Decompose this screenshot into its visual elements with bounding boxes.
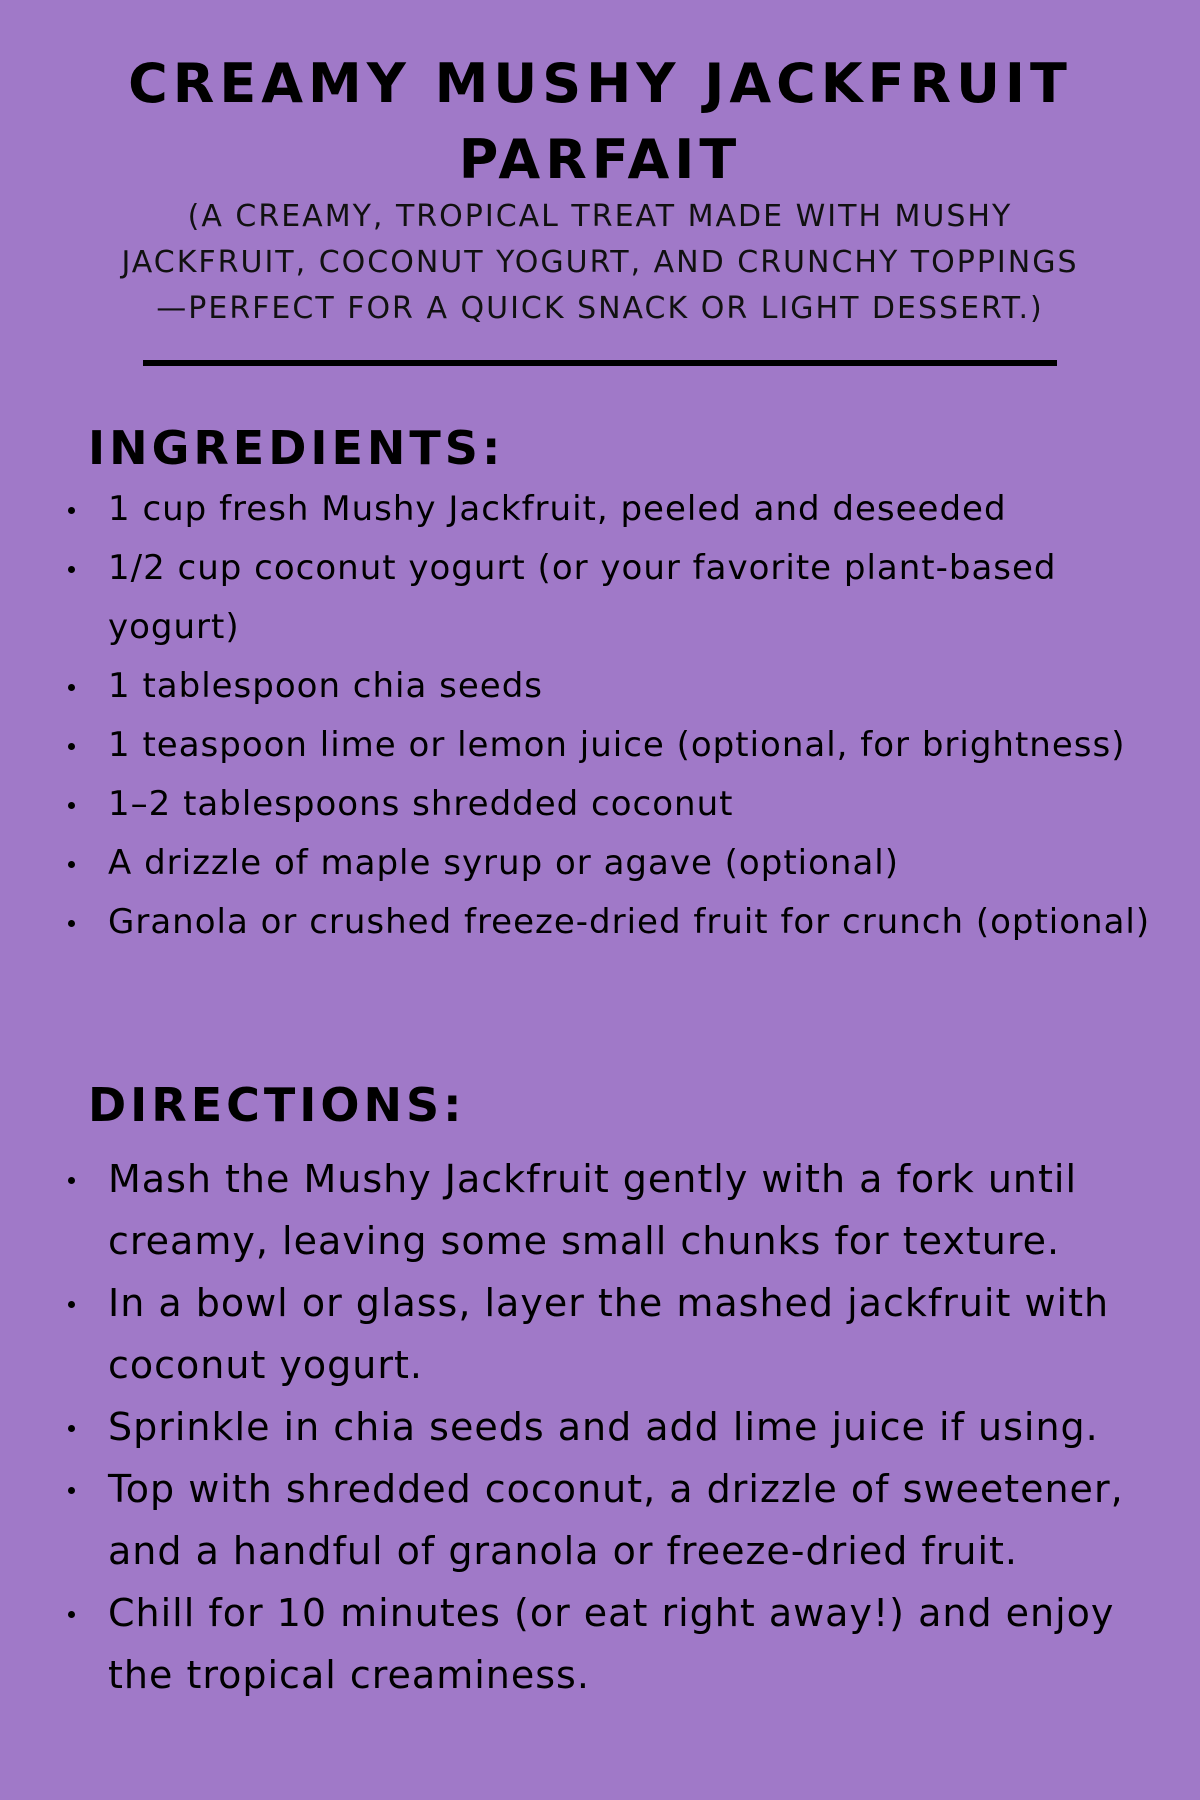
direction-step: Chill for 10 minutes (or eat right away!) and enjoy the tropical creaminess. bbox=[68, 1582, 1168, 1706]
ingredient-item: Granola or crushed freeze-dried fruit for crunch (optional) bbox=[68, 893, 1178, 952]
recipe-subtitle bbox=[40, 194, 1160, 332]
ingredient-item: 1 cup fresh Mushy Jackfruit, peeled and deseeded bbox=[68, 480, 1178, 539]
subtitle-line: —PERFECT FOR A QUICK SNACK OR LIGHT DESSERT.) bbox=[156, 291, 1044, 326]
directions-list bbox=[68, 1148, 1168, 1706]
ingredient-item: 1–2 tablespoons shredded coconut bbox=[68, 775, 1178, 834]
recipe-title: CREAMY MUSHY JACKFRUIT PARFAIT bbox=[128, 52, 1072, 191]
direction-step: Mash the Mushy Jackfruit gently with a fork until creamy, leaving some small chunks for texture. bbox=[68, 1148, 1168, 1272]
ingredient-item: 1 tablespoon chia seeds bbox=[68, 657, 1178, 716]
ingredient-item: 1/2 cup coconut yogurt (or your favorite plant-based yogurt) bbox=[68, 539, 1178, 657]
subtitle-line: (A CREAMY, TROPICAL TREAT MADE WITH MUSHY bbox=[187, 199, 1013, 234]
title-divider bbox=[143, 360, 1057, 366]
direction-step: Top with shredded coconut, a drizzle of sweetener, and a handful of granola or freeze-dried fruit. bbox=[68, 1458, 1168, 1582]
ingredients-heading: INGREDIENTS: bbox=[88, 421, 505, 475]
ingredients-list bbox=[68, 480, 1178, 952]
ingredient-item: 1 teaspoon lime or lemon juice (optional, for brightness) bbox=[68, 716, 1178, 775]
ingredient-item: A drizzle of maple syrup or agave (optional) bbox=[68, 834, 1178, 893]
subtitle-line: JACKFRUIT, COCONUT YOGURT, AND CRUNCHY TOPPINGS bbox=[121, 245, 1079, 280]
direction-step: Sprinkle in chia seeds and add lime juice if using. bbox=[68, 1396, 1168, 1458]
directions-heading: DIRECTIONS: bbox=[88, 1078, 466, 1132]
direction-step: In a bowl or glass, layer the mashed jackfruit with coconut yogurt. bbox=[68, 1272, 1168, 1396]
